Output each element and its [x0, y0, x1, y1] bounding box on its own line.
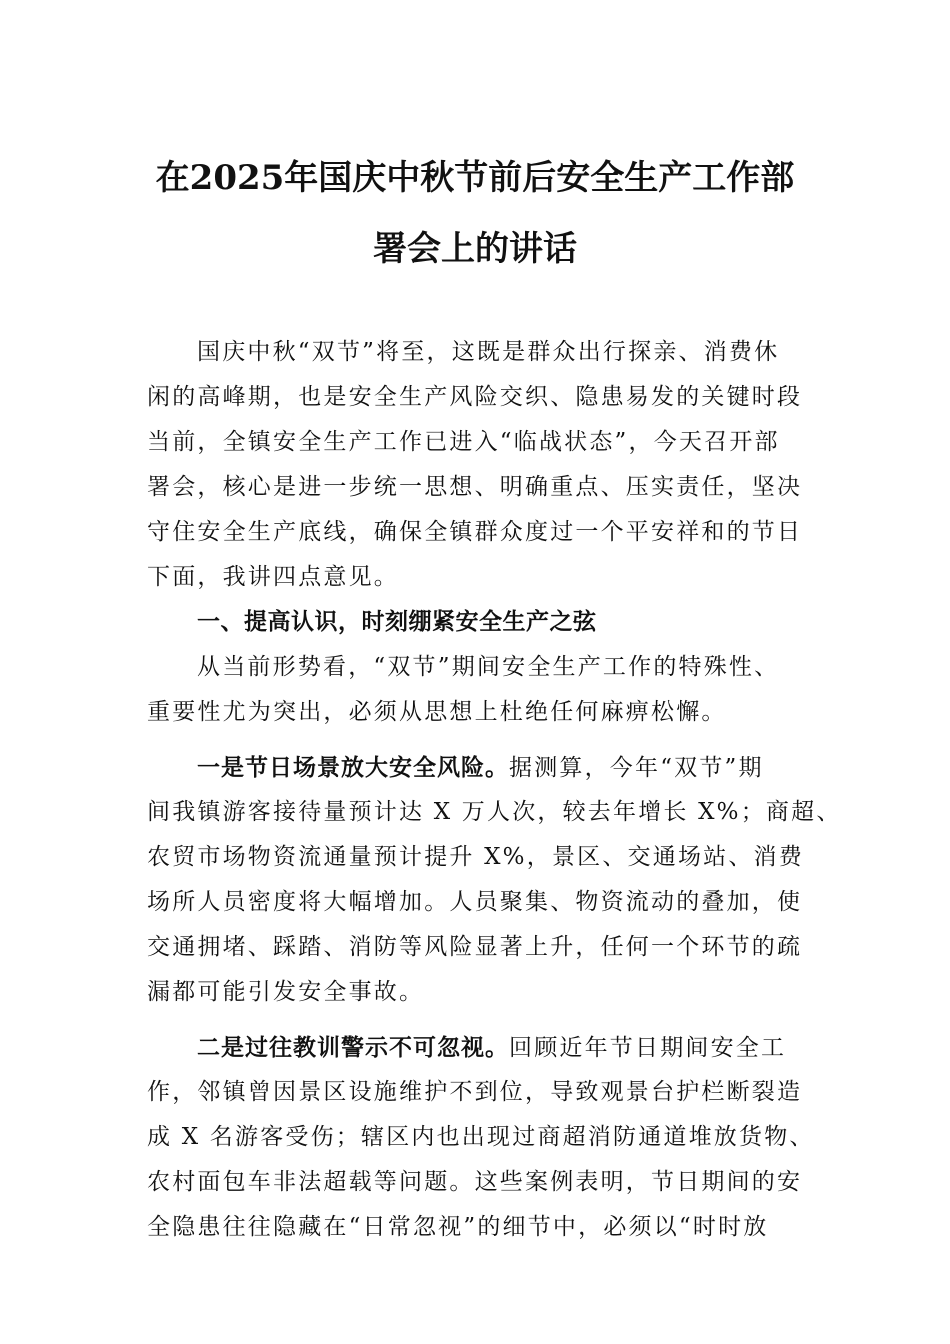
point-paragraph-first-line [147, 1025, 822, 1070]
point-text: 据测算，今年“双节”期 [509, 755, 764, 781]
document-title [120, 160, 830, 267]
paragraph-gap [147, 1015, 822, 1025]
section-intro-line: 从当前形势看，“双节”期间安全生产工作的特殊性、 [197, 654, 780, 680]
point-lead: 一是节日场景放大安全风险。 [197, 754, 509, 781]
section-intro-line: 重要性尤为突出，必须从思想上杜绝任何麻痹松懈。 [147, 699, 727, 725]
title-line-2: 署会上的讲话 [373, 229, 577, 269]
intro-line: 守住安全生产底线，确保全镇群众度过一个平安祥和的节日 [147, 519, 803, 545]
intro-line: 闲的高峰期，也是安全生产风险交织、隐患易发的关键时段 [147, 384, 803, 410]
point-paragraph-first-line [147, 745, 822, 790]
intro-line: 国庆中秋“双节”将至，这既是群众出行探亲、消费休 [197, 339, 780, 365]
point-line: 农贸市场物资流通量预计提升 X%，景区、交通场站、消费 [147, 844, 804, 870]
document-body [147, 330, 842, 1250]
title-line-1: 在2025年国庆中秋节前后安全生产工作部 [155, 158, 795, 198]
point-line: 场所人员密度将大幅增加。人员聚集、物资流动的叠加，使 [147, 889, 803, 915]
point-text: 回顾近年节日期间安全工 [509, 1035, 787, 1061]
section-heading: 一、提高认识，时刻绷紧安全生产之弦 [197, 609, 597, 635]
paragraph-gap [147, 735, 822, 745]
point-line: 作，邻镇曾因景区设施维护不到位，导致观景台护栏断裂造 [147, 1079, 803, 1105]
point-line: 漏都可能引发安全事故。 [147, 979, 425, 1005]
point-line: 全隐患往往隐藏在“日常忽视”的细节中，必须以“时时放 [147, 1214, 769, 1240]
intro-line: 当前，全镇安全生产工作已进入“临战状态”，今天召开部 [147, 429, 780, 455]
point-line: 交通拥堵、踩踏、消防等风险显著上升，任何一个环节的疏 [147, 934, 803, 960]
intro-line: 下面，我讲四点意见。 [147, 564, 399, 590]
point-lead: 二是过往教训警示不可忽视。 [197, 1034, 509, 1061]
point-line: 农村面包车非法超载等问题。这些案例表明，节日期间的安 [147, 1169, 803, 1195]
point-line: 间我镇游客接待量预计达 X 万人次，较去年增长 X%；商超、 [147, 799, 842, 825]
point-line: 成 X 名游客受伤；辖区内也出现过商超消防通道堆放货物、 [147, 1124, 815, 1150]
intro-line: 署会，核心是进一步统一思想、明确重点、压实责任，坚决 [147, 474, 803, 500]
